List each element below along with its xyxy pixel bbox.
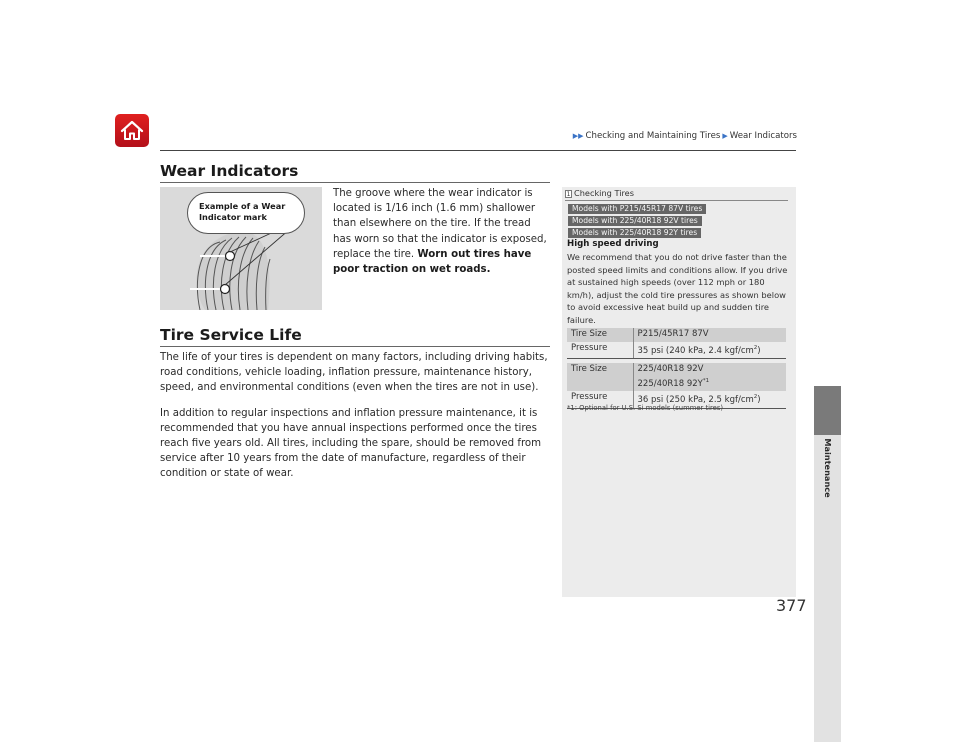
breadcrumb-arrow-icon: ▶ bbox=[722, 132, 728, 140]
model-badge: Models with 225/40R18 92Y tires bbox=[568, 228, 701, 238]
model-badge: Models with P215/45R17 87V tires bbox=[568, 204, 706, 214]
page-number: 377 bbox=[776, 596, 807, 615]
side-note-body: We recommend that you do not drive faster than the posted speed limits and conditions allow. If you drive at sustained high speeds (over 112 mph or 180 km/h), adjust the cold tire pressures as shown below to avoid excessive heat build up and sudden tire failure. bbox=[567, 252, 788, 325]
home-button[interactable] bbox=[115, 114, 149, 147]
table-cell: 35 psi (240 kPa, 2.4 kgf/$cm^2$) bbox=[633, 342, 786, 359]
table-row bbox=[567, 328, 786, 342]
tire-pressure-table-1 bbox=[567, 328, 786, 359]
table-row bbox=[567, 363, 786, 391]
section-title-wear-indicators: Wear Indicators bbox=[160, 162, 299, 180]
wear-indicator-warning: Worn out tires have poor traction on wet roads. bbox=[333, 248, 532, 276]
breadcrumb bbox=[571, 131, 797, 141]
breadcrumb-item-wear-indicators[interactable]: Wear Indicators bbox=[729, 131, 797, 141]
breadcrumb-item-checking-tires[interactable]: Checking and Maintaining Tires bbox=[585, 131, 721, 141]
figure-caption: Example of a Wear Indicator mark bbox=[199, 201, 286, 222]
wear-indicator-description bbox=[333, 186, 550, 277]
side-note-title-text[interactable]: Checking Tires bbox=[574, 188, 634, 198]
home-icon bbox=[119, 118, 145, 143]
table-cell: Tire Size bbox=[567, 363, 633, 391]
table-cell: P215/45R17 87V bbox=[633, 328, 786, 342]
tire-service-life-body bbox=[160, 350, 552, 482]
side-tab-maintenance[interactable] bbox=[814, 435, 841, 501]
wear-indicator-paragraph: The groove where the wear indicator is located is 1/16 inch (1.6 mm) shallower than elsewhere on the tire. If the tread has worn so that the indicator is exposed, replace the tire. bbox=[333, 188, 547, 260]
section-rule bbox=[160, 346, 550, 347]
tire-service-life-paragraph: In addition to regular inspections and inflation pressure maintenance, it is recommended that you have annual inspections performed once the tires reach five years old. All tires, including the spare, should be removed from service after 10 years from the date of manufacture, regardless of their condition or state of wear. bbox=[160, 407, 542, 480]
breadcrumb-arrow-icon: ▶▶ bbox=[572, 132, 584, 140]
side-tab-label: Maintenance bbox=[822, 438, 833, 498]
table-cell: 36 psi (250 kPa, 2.5 kgf/$cm^2$) bbox=[633, 391, 786, 408]
side-note-title bbox=[565, 188, 634, 198]
tire-service-life-paragraph: The life of your tires is dependent on many factors, including driving habits, road conditions, vehicle loading, inflation pressure, maintenance history, speed, and environmental conditions (even when the tires are not in use). bbox=[160, 352, 548, 394]
table-cell: Pressure bbox=[567, 342, 633, 359]
table-row bbox=[567, 342, 786, 359]
section-title-tire-service-life: Tire Service Life bbox=[160, 326, 302, 344]
section-rule bbox=[160, 182, 550, 183]
tire-pressure-table-2 bbox=[567, 363, 786, 409]
table-cell: Tire Size bbox=[567, 328, 633, 342]
model-badge: Models with 225/40R18 92V tires bbox=[568, 216, 702, 226]
side-note-rule bbox=[565, 200, 788, 201]
table-cell: 225/40R18 92V 225/40R18 $92Y^{*1}$ bbox=[633, 363, 786, 391]
note-number-icon: 1 bbox=[566, 191, 571, 198]
table-cell: Pressure bbox=[567, 391, 633, 408]
side-note-heading: High speed driving bbox=[567, 239, 659, 249]
side-tab-marker bbox=[814, 386, 841, 435]
side-note-footnote: *1: Optional for U.S. Si models (summer tires) bbox=[567, 404, 724, 412]
header-divider bbox=[160, 150, 796, 151]
